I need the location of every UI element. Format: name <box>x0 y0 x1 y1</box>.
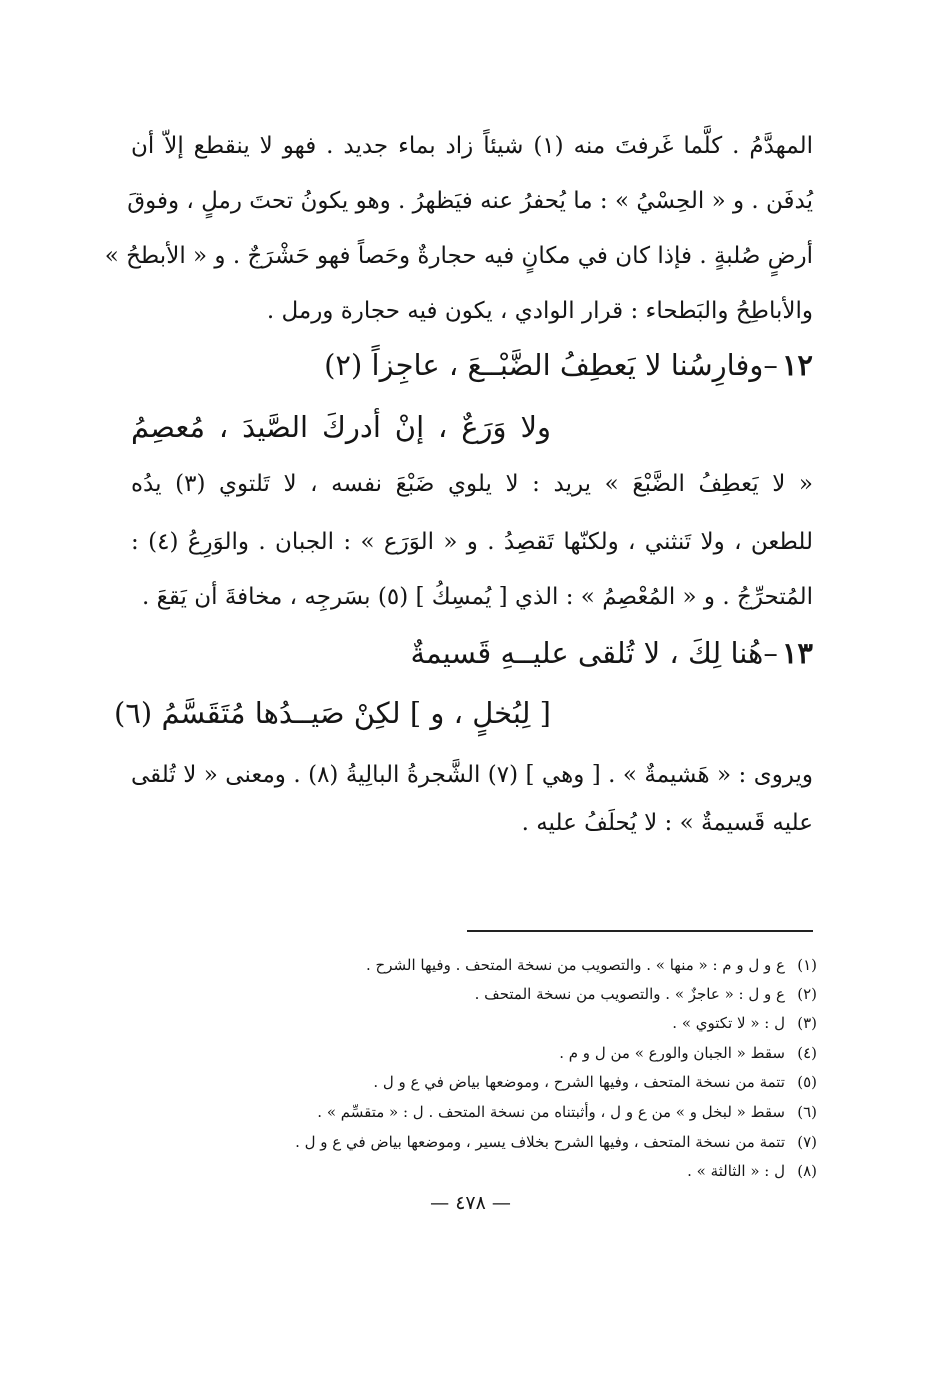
footnote-4-text: سقط « الجبان والورع » من ل و م . <box>559 1044 785 1062</box>
footnote-2 <box>127 983 817 1009</box>
footnote-5-number: (٥) <box>797 1073 817 1091</box>
footnote-separator <box>467 930 813 932</box>
verse-13-first-half: هُنا لِكَ ، لا تُلقى عليــهِ قَسيمةٌ <box>410 636 764 670</box>
commentary-13-line-2: عليه قَسيمةٌ » : لا يُحلَفُ عليه . <box>521 810 813 836</box>
verse-12-hemistich-1: ١٢–وفارِسُنا لا يَعطِفُ الضَّبْــعَ ، عاجِزاً (٢) <box>324 348 813 382</box>
footnote-2-text: ع و ل : « عاجزٌ » . والتصويب من نسخة المتحف . <box>474 985 785 1003</box>
commentary-12-line-3: المُتحرِّجُ . و « المُعْصِمُ » : الذي [ يُمسِكُ ] (٥) بسَرجِه ، مخافةَ أن يَقعَ . <box>142 584 813 610</box>
commentary-12-line-2: للطعن ، ولا تَنثني ، ولكنّها تَقصِدُ . و « الوَرَع » : الجبان . والوَرِعُ (٤) : <box>131 529 813 555</box>
verse-13-hemistich-1: ١٣–هُنا لِكَ ، لا تُلقى عليــهِ قَسيمةٌ <box>410 636 813 670</box>
footnote-3-number: (٣) <box>797 1014 817 1032</box>
verse-13-number: ١٣ <box>781 636 813 670</box>
footnote-1-number: (١) <box>797 956 817 974</box>
verse-13-hemistich-2: [ لِبُخلٍ ، و ] لكِنْ صَيــدُها مُتَقَسَّمُ (٦) <box>114 696 551 730</box>
footnote-3-text: ل : « لا تكتوي » . <box>672 1014 785 1032</box>
footnote-1-text: ع و ل و م : « منها » . والتصويب من نسخة المتحف . وفيها الشرح . <box>366 956 785 974</box>
footnote-7-number: (٧) <box>797 1133 817 1151</box>
page-number: — ٤٧٨ — <box>430 1192 511 1214</box>
commentary-12-line-1: « لا يَعطِفُ الضَّبْعَ » يريد : لا يلوي ضَبْعَ نفسه ، لا تَلتوي (٣) يدُه <box>131 471 813 497</box>
verse-12-hemistich-2: ولا وَرَعٌ ، إنْ أدركَ الصَّيدَ ، مُعصِمُ <box>131 410 551 444</box>
footnote-5-text: تتمة من نسخة المتحف ، وفيها الشرح ، وموضعها بياض في ع و ل . <box>373 1073 785 1091</box>
footnote-6-number: (٦) <box>797 1103 817 1121</box>
footnote-8-text: ل : « الثالثة » . <box>687 1162 785 1180</box>
footnote-6 <box>127 1101 817 1127</box>
body-line-2: يُدفَن . و « الحِسْيُ » : ما يُحفرُ عنه فيَظهرُ . وهو يكونُ تحتَ رملٍ ، وفوقَ <box>127 188 813 214</box>
verse-12-first-half: وفارِسُنا لا يَعطِفُ الضَّبْــعَ ، عاجِزاً (٢) <box>324 348 764 382</box>
footnote-6-text: سقط « لبخل و » من ع و ل ، وأثبتناه من نسخة المتحف . ل : « متقسِّم » . <box>317 1103 785 1121</box>
footnote-2-number: (٢) <box>797 985 817 1003</box>
footnote-4 <box>127 1042 817 1068</box>
body-line-4: والأباطِحُ والبَطحاء : قرار الوادي ، يكون فيه حجارة ورمل . <box>266 298 813 324</box>
commentary-13-line-1: ويروى : « هَشيمةٌ » . [ وهي ] (٧) الشَّجرةُ البالِيةُ (٨) . ومعنى « لا تُلقى <box>131 762 814 788</box>
footnote-7 <box>127 1131 817 1157</box>
footnote-8 <box>127 1160 817 1186</box>
footnote-7-text: تتمة من نسخة المتحف ، وفيها الشرح بخلاف يسير ، وموضعها بياض في ع و ل . <box>295 1133 785 1151</box>
body-line-1: المهدَّمُ . كلَّما غَرفتَ منه (١) شيئاً زاد بماء جديد . فهو لا ينقطع إلاّ أن <box>131 133 813 159</box>
footnote-1 <box>127 954 817 980</box>
footnote-3 <box>127 1012 817 1038</box>
footnote-5 <box>127 1071 817 1097</box>
footnote-4-number: (٤) <box>797 1044 817 1062</box>
body-line-3: أرضٍ صُلبةٍ . فإذا كان في مكانٍ فيه حجارةٌ وحَصاً فهو حَشْرَجٌ . و « الأبطحُ » <box>104 243 813 269</box>
verse-12-number: ١٢ <box>781 348 813 382</box>
footnote-8-number: (٨) <box>797 1162 817 1180</box>
